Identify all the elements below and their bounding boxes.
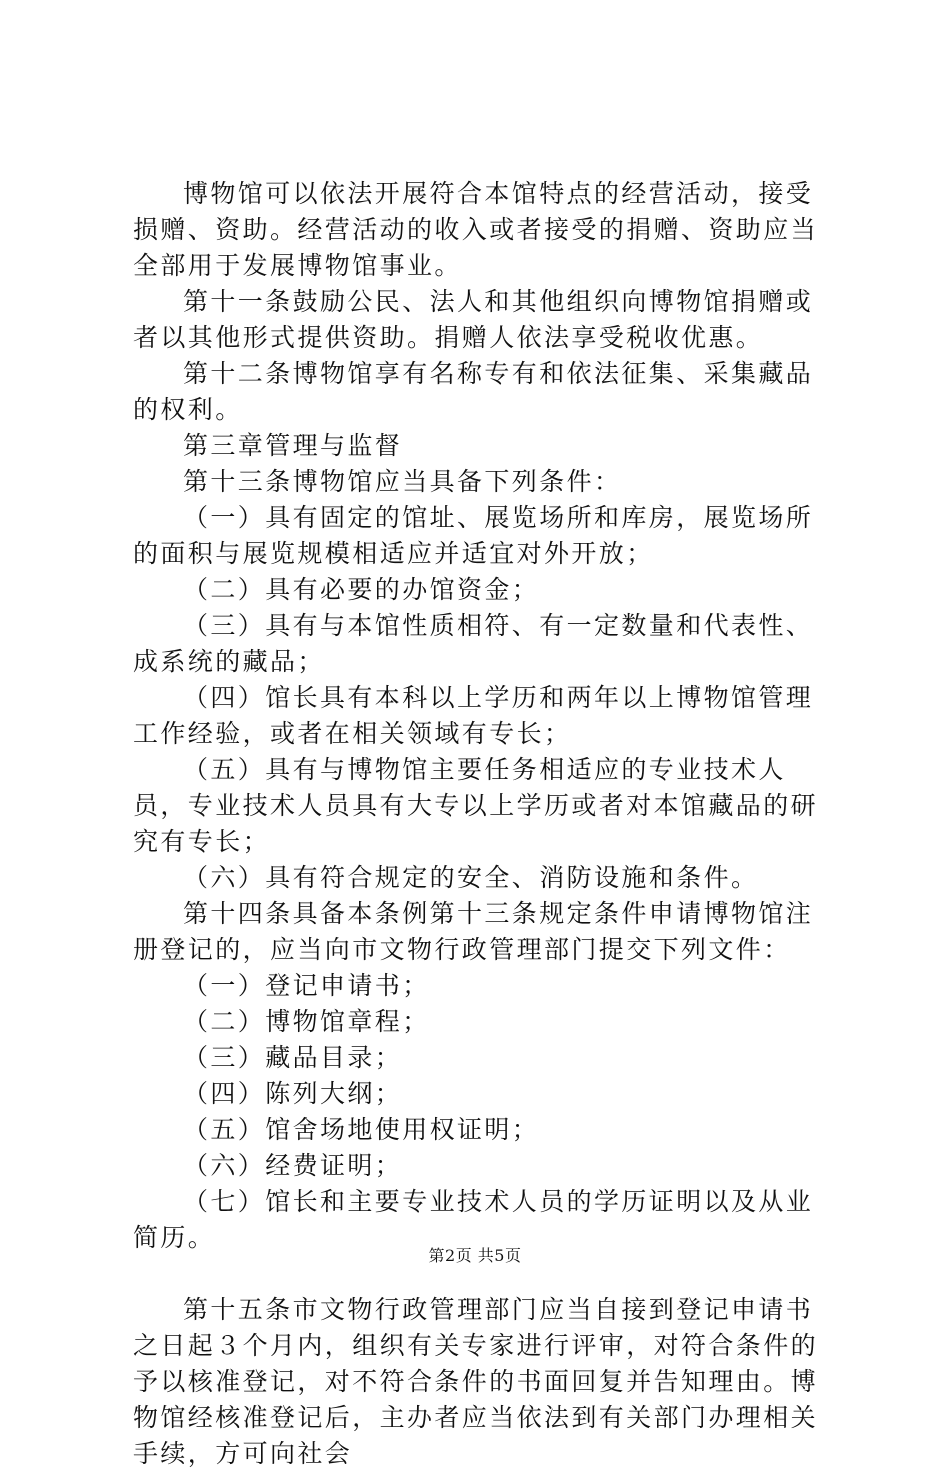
list-item: （五）馆舍场地使用权证明； — [183, 1115, 540, 1144]
list-item: （三）藏品目录； — [183, 1043, 403, 1072]
chapter-heading: 第三章管理与监督 — [183, 431, 403, 460]
list-item: （一）具有固定的馆址、展览场所和库房，展览场所的面积与展览规模相适应并适宜对外开放； — [133, 503, 814, 568]
paragraph-article-11: 第十一条鼓励公民、法人和其他组织向博物馆捐赠或者以其他形式提供资助。捐赠人依法享受税收优惠。 — [133, 287, 814, 352]
list-item: （二）博物馆章程； — [183, 1007, 430, 1036]
paragraph-article-13: 第十三条博物馆应当具备下列条件： — [183, 467, 622, 496]
list-item: （四）馆长具有本科以上学历和两年以上博物馆管理工作经验，或者在相关领域有专长； — [133, 683, 814, 748]
list-item: （六）具有符合规定的安全、消防设施和条件。 — [183, 863, 759, 892]
list-item: （四）陈列大纲； — [183, 1079, 403, 1108]
list-item: （三）具有与本馆性质相符、有一定数量和代表性、成系统的藏品； — [133, 611, 814, 676]
list-item: （一）登记申请书； — [183, 971, 430, 1000]
document-body — [133, 176, 833, 1472]
list-item: （七）馆长和主要专业技术人员的学历证明以及从业简历。 — [133, 1187, 814, 1252]
paragraph-article-15: 第十五条市文物行政管理部门应当自接到登记申请书之日起３个月内，组织有关专家进行评审，对符合条件的予以核准登记，对不符合条件的书面回复并告知理由。博物馆经核准登记后，主办者应当依法到有关部门办理相关手续，方可向社会 — [133, 1295, 819, 1468]
paragraph-article-14: 第十四条具备本条例第十三条规定条件申请博物馆注册登记的，应当向市文物行政管理部门提交下列文件： — [133, 899, 814, 964]
paragraph-article-12: 第十二条博物馆享有名称专有和依法征集、采集藏品的权利。 — [133, 359, 814, 424]
page-footer — [0, 1243, 950, 1266]
list-item: （二）具有必要的办馆资金； — [183, 575, 540, 604]
list-item: （五）具有与博物馆主要任务相适应的专业技术人员，专业技术人员具有大专以上学历或者对本馆藏品的研究有专长； — [133, 755, 819, 856]
page-number-label: 第2页 共5页 — [428, 1246, 522, 1265]
list-item: （六）经费证明； — [183, 1151, 403, 1180]
paragraph-business-activities: 博物馆可以依法开展符合本馆特点的经营活动，接受损赠、资助。经营活动的收入或者接受的捐赠、资助应当全部用于发展博物馆事业。 — [133, 179, 819, 280]
